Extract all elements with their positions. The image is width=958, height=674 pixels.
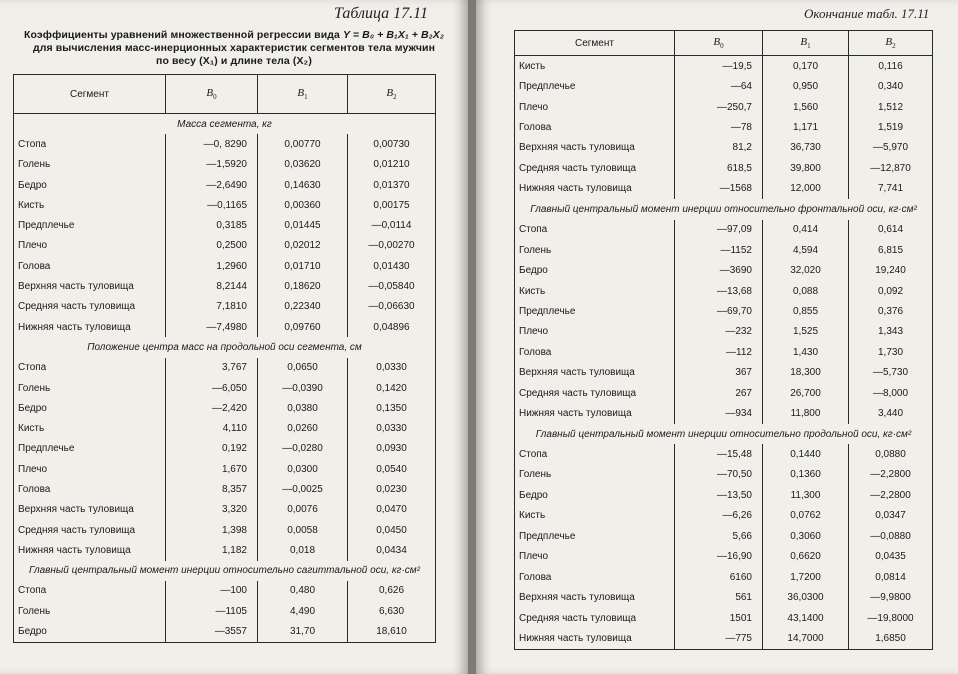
b2-cell: —19,8000 bbox=[849, 608, 933, 628]
b0-cell: —934 bbox=[675, 403, 763, 423]
b1-cell: 0,855 bbox=[763, 301, 849, 321]
b0-cell: —6,26 bbox=[675, 506, 763, 526]
b0-cell: —100 bbox=[166, 581, 258, 601]
segment-name-cell: Бедро bbox=[515, 260, 675, 280]
b1-cell: 1,171 bbox=[763, 117, 849, 137]
b1-cell: 0,0380 bbox=[258, 398, 348, 418]
table-header-row bbox=[515, 31, 933, 56]
table-row bbox=[14, 439, 436, 459]
table-row bbox=[14, 500, 436, 520]
segment-name-cell: Плечо bbox=[515, 322, 675, 342]
b1-cell: 0,18620 bbox=[258, 276, 348, 296]
segment-name-cell: Средняя часть туловища bbox=[14, 297, 166, 317]
segment-name-cell: Предплечье bbox=[14, 439, 166, 459]
table-row bbox=[14, 276, 436, 296]
segment-name-cell: Бедро bbox=[515, 485, 675, 505]
table-row bbox=[515, 363, 933, 383]
table-row bbox=[515, 56, 933, 77]
segment-name-cell: Голова bbox=[14, 256, 166, 276]
segment-name-cell: Верхняя часть туловища bbox=[14, 500, 166, 520]
b1-cell: 26,700 bbox=[763, 383, 849, 403]
header-b1: $B_1$ bbox=[763, 31, 849, 56]
b0-cell: —7,4980 bbox=[166, 317, 258, 337]
section-title: Главный центральный момент инерции относительно сагиттальной оси, кг·см² bbox=[14, 561, 436, 581]
segment-name-cell: Предплечье bbox=[515, 526, 675, 546]
b2-cell: 0,092 bbox=[849, 281, 933, 301]
segment-name-cell: Бедро bbox=[14, 398, 166, 418]
b2-cell: —2,2800 bbox=[849, 485, 933, 505]
b1-cell: 0,1360 bbox=[763, 465, 849, 485]
b1-cell: 0,14630 bbox=[258, 175, 348, 195]
b2-cell: —2,2800 bbox=[849, 465, 933, 485]
b2-cell: 0,01430 bbox=[348, 256, 436, 276]
b2-cell: 0,0230 bbox=[348, 479, 436, 499]
header-b0: $B_0$ bbox=[675, 31, 763, 56]
table-row bbox=[515, 342, 933, 362]
b0-cell: —232 bbox=[675, 322, 763, 342]
table-row bbox=[14, 358, 436, 378]
segment-name-cell: Кисть bbox=[515, 281, 675, 301]
b1-cell: 0,1440 bbox=[763, 444, 849, 464]
table-row bbox=[14, 479, 436, 499]
table-row bbox=[14, 621, 436, 642]
table-row bbox=[515, 608, 933, 628]
b1-cell: 0,03620 bbox=[258, 155, 348, 175]
left-page bbox=[0, 0, 468, 674]
table-row bbox=[14, 540, 436, 560]
table-row bbox=[14, 601, 436, 621]
b2-cell: 1,6850 bbox=[849, 628, 933, 649]
b2-cell: 0,376 bbox=[849, 301, 933, 321]
section-title: Масса сегмента, кг bbox=[14, 114, 436, 135]
segment-name-cell: Кисть bbox=[515, 506, 675, 526]
regression-formula: Y = B₀ + B₁X₁ + B₂X₂ bbox=[342, 29, 444, 41]
table-row bbox=[14, 155, 436, 175]
table-row bbox=[515, 138, 933, 158]
b0-cell: 8,2144 bbox=[166, 276, 258, 296]
segment-name-cell: Плечо bbox=[14, 459, 166, 479]
b2-cell: 0,0435 bbox=[849, 547, 933, 567]
segment-name-cell: Средняя часть туловища bbox=[14, 520, 166, 540]
table-row bbox=[14, 256, 436, 276]
table-title-continued: Окончание табл. 17.11 bbox=[804, 6, 930, 21]
section-title-row bbox=[515, 424, 933, 444]
b0-cell: —0,1165 bbox=[166, 195, 258, 215]
b1-cell: 4,594 bbox=[763, 240, 849, 260]
b1-cell: —0,0390 bbox=[258, 378, 348, 398]
b1-cell: 0,00770 bbox=[258, 134, 348, 154]
b0-cell: 1,2960 bbox=[166, 256, 258, 276]
b1-cell: 0,170 bbox=[763, 56, 849, 77]
table-row bbox=[515, 465, 933, 485]
b2-cell: 0,0814 bbox=[849, 567, 933, 587]
section-title-row bbox=[14, 337, 436, 357]
b0-cell: —3690 bbox=[675, 260, 763, 280]
b0-cell: —112 bbox=[675, 342, 763, 362]
table-row bbox=[515, 567, 933, 587]
b0-cell: 0,3185 bbox=[166, 215, 258, 235]
b0-cell: 0,2500 bbox=[166, 236, 258, 256]
b2-cell: 0,00175 bbox=[348, 195, 436, 215]
b1-cell: 12,000 bbox=[763, 179, 849, 199]
table-caption bbox=[18, 29, 450, 68]
segment-name-cell: Голова bbox=[515, 342, 675, 362]
b1-cell: 11,800 bbox=[763, 403, 849, 423]
section-title-row bbox=[515, 199, 933, 219]
b2-cell: 0,00730 bbox=[348, 134, 436, 154]
b2-cell: 0,0450 bbox=[348, 520, 436, 540]
b1-cell: 36,0300 bbox=[763, 587, 849, 607]
b0-cell: —2,420 bbox=[166, 398, 258, 418]
b2-cell: 0,01210 bbox=[348, 155, 436, 175]
table-row bbox=[515, 403, 933, 423]
b2-cell: 0,1350 bbox=[348, 398, 436, 418]
segment-name-cell: Нижняя часть туловища bbox=[515, 179, 675, 199]
b1-cell: 0,00360 bbox=[258, 195, 348, 215]
b1-cell: 0,0058 bbox=[258, 520, 348, 540]
b0-cell: —775 bbox=[675, 628, 763, 649]
b0-cell: —13,50 bbox=[675, 485, 763, 505]
b1-cell: 0,0260 bbox=[258, 418, 348, 438]
b1-cell: 0,480 bbox=[258, 581, 348, 601]
b0-cell: —1105 bbox=[166, 601, 258, 621]
table-row bbox=[14, 215, 436, 235]
b1-cell: 0,0076 bbox=[258, 500, 348, 520]
b0-cell: 367 bbox=[675, 363, 763, 383]
b0-cell: 267 bbox=[675, 383, 763, 403]
b2-cell: 0,0930 bbox=[348, 439, 436, 459]
b2-cell: 1,519 bbox=[849, 117, 933, 137]
segment-name-cell: Голень bbox=[14, 155, 166, 175]
b1-cell: 0,6620 bbox=[763, 547, 849, 567]
table-row bbox=[515, 383, 933, 403]
b0-cell: —6,050 bbox=[166, 378, 258, 398]
right-page bbox=[476, 0, 958, 674]
b0-cell: 561 bbox=[675, 587, 763, 607]
table-row bbox=[14, 398, 436, 418]
table-row bbox=[515, 240, 933, 260]
b1-cell: 31,70 bbox=[258, 621, 348, 642]
b1-cell: 0,01445 bbox=[258, 215, 348, 235]
b0-cell: —13,68 bbox=[675, 281, 763, 301]
b0-cell: —19,5 bbox=[675, 56, 763, 77]
segment-name-cell: Стопа bbox=[515, 444, 675, 464]
table-row bbox=[14, 317, 436, 337]
b1-cell: 0,09760 bbox=[258, 317, 348, 337]
segment-name-cell: Предплечье bbox=[515, 301, 675, 321]
b1-cell: 0,0300 bbox=[258, 459, 348, 479]
b1-cell: 0,950 bbox=[763, 76, 849, 96]
b0-cell: 7,1810 bbox=[166, 297, 258, 317]
b1-cell: 0,0650 bbox=[258, 358, 348, 378]
table-row bbox=[515, 444, 933, 464]
b1-cell: 0,0762 bbox=[763, 506, 849, 526]
b2-cell: 0,01370 bbox=[348, 175, 436, 195]
b1-cell: 43,1400 bbox=[763, 608, 849, 628]
b2-cell: 0,0540 bbox=[348, 459, 436, 479]
b2-cell: —12,870 bbox=[849, 158, 933, 178]
b1-cell: 0,22340 bbox=[258, 297, 348, 317]
b0-cell: —1568 bbox=[675, 179, 763, 199]
regression-table bbox=[13, 74, 436, 643]
segment-name-cell: Предплечье bbox=[515, 76, 675, 96]
table-row bbox=[515, 76, 933, 96]
table-title: Таблица 17.11 bbox=[334, 5, 428, 22]
table-row bbox=[515, 260, 933, 280]
b1-cell: —0,0025 bbox=[258, 479, 348, 499]
b2-cell: 19,240 bbox=[849, 260, 933, 280]
segment-name-cell: Нижняя часть туловища bbox=[14, 317, 166, 337]
b2-cell: 6,815 bbox=[849, 240, 933, 260]
b1-cell: 14,7000 bbox=[763, 628, 849, 649]
section-title-row bbox=[14, 561, 436, 581]
b0-cell: 5,66 bbox=[675, 526, 763, 546]
b2-cell: 0,0434 bbox=[348, 540, 436, 560]
segment-name-cell: Нижняя часть туловища bbox=[515, 628, 675, 649]
segment-name-cell: Стопа bbox=[14, 358, 166, 378]
b0-cell: —250,7 bbox=[675, 97, 763, 117]
segment-name-cell: Верхняя часть туловища bbox=[515, 138, 675, 158]
segment-name-cell: Стопа bbox=[14, 581, 166, 601]
b0-cell: —97,09 bbox=[675, 220, 763, 240]
b1-cell: 18,300 bbox=[763, 363, 849, 383]
b2-cell: 0,626 bbox=[348, 581, 436, 601]
b1-cell: 0,01710 bbox=[258, 256, 348, 276]
b2-cell: 18,610 bbox=[348, 621, 436, 642]
b0-cell: 1,182 bbox=[166, 540, 258, 560]
caption-text: Коэффициенты уравнений множественной регрессии вида bbox=[24, 29, 340, 41]
segment-name-cell: Плечо bbox=[14, 236, 166, 256]
b0-cell: —69,70 bbox=[675, 301, 763, 321]
b2-cell: 0,0470 bbox=[348, 500, 436, 520]
b2-cell: 0,0330 bbox=[348, 358, 436, 378]
b2-cell: 0,614 bbox=[849, 220, 933, 240]
table-header-row bbox=[14, 75, 436, 114]
b0-cell: 8,357 bbox=[166, 479, 258, 499]
b1-cell: 0,3060 bbox=[763, 526, 849, 546]
table-row bbox=[14, 297, 436, 317]
b2-cell: —5,970 bbox=[849, 138, 933, 158]
b2-cell: —8,000 bbox=[849, 383, 933, 403]
table-row bbox=[515, 485, 933, 505]
table-row bbox=[14, 378, 436, 398]
b1-cell: 11,300 bbox=[763, 485, 849, 505]
b1-cell: 0,414 bbox=[763, 220, 849, 240]
b0-cell: 4,110 bbox=[166, 418, 258, 438]
table-row bbox=[14, 520, 436, 540]
b1-cell: 39,800 bbox=[763, 158, 849, 178]
b1-cell: 1,560 bbox=[763, 97, 849, 117]
b2-cell: 0,116 bbox=[849, 56, 933, 77]
b2-cell: 0,0330 bbox=[348, 418, 436, 438]
segment-name-cell: Голова bbox=[14, 479, 166, 499]
b1-cell: 0,02012 bbox=[258, 236, 348, 256]
table-row bbox=[515, 547, 933, 567]
b1-cell: 32,020 bbox=[763, 260, 849, 280]
b1-cell: 1,430 bbox=[763, 342, 849, 362]
table-row bbox=[515, 506, 933, 526]
b0-cell: —2,6490 bbox=[166, 175, 258, 195]
section-title: Положение центра масс на продольной оси сегмента, см bbox=[14, 337, 436, 357]
b1-cell: 4,490 bbox=[258, 601, 348, 621]
header-b1: $B_1$ bbox=[258, 75, 348, 114]
segment-name-cell: Предплечье bbox=[14, 215, 166, 235]
table-row bbox=[515, 117, 933, 137]
table-row bbox=[515, 179, 933, 199]
header-b2: $B_2$ bbox=[849, 31, 933, 56]
b0-cell: 618,5 bbox=[675, 158, 763, 178]
table-row bbox=[515, 301, 933, 321]
segment-name-cell: Голень bbox=[14, 601, 166, 621]
b0-cell: 6160 bbox=[675, 567, 763, 587]
table-row bbox=[14, 581, 436, 601]
b1-cell: 0,018 bbox=[258, 540, 348, 560]
segment-name-cell: Средняя часть туловища bbox=[515, 383, 675, 403]
segment-name-cell: Стопа bbox=[14, 134, 166, 154]
table-row bbox=[515, 587, 933, 607]
b2-cell: —0,0880 bbox=[849, 526, 933, 546]
segment-name-cell: Кисть bbox=[515, 56, 675, 77]
book-gutter bbox=[468, 0, 476, 674]
segment-name-cell: Плечо bbox=[515, 97, 675, 117]
b0-cell: —3557 bbox=[166, 621, 258, 642]
b2-cell: 3,440 bbox=[849, 403, 933, 423]
b2-cell: —0,05840 bbox=[348, 276, 436, 296]
segment-name-cell: Голень bbox=[515, 240, 675, 260]
b2-cell: 0,0880 bbox=[849, 444, 933, 464]
b0-cell: —0, 8290 bbox=[166, 134, 258, 154]
segment-name-cell: Голова bbox=[515, 567, 675, 587]
table-row bbox=[14, 195, 436, 215]
b0-cell: 81,2 bbox=[675, 138, 763, 158]
segment-name-cell: Нижняя часть туловища bbox=[515, 403, 675, 423]
b2-cell: —0,00270 bbox=[348, 236, 436, 256]
caption-line-3: по весу (X₁) и длине тела (X₂) bbox=[156, 55, 312, 67]
segment-name-cell: Верхняя часть туловища bbox=[515, 363, 675, 383]
segment-name-cell: Кисть bbox=[14, 195, 166, 215]
b1-cell: 1,525 bbox=[763, 322, 849, 342]
header-segment: Сегмент bbox=[515, 31, 675, 56]
b0-cell: —70,50 bbox=[675, 465, 763, 485]
b2-cell: 1,730 bbox=[849, 342, 933, 362]
b0-cell: 3,320 bbox=[166, 500, 258, 520]
b0-cell: 3,767 bbox=[166, 358, 258, 378]
b2-cell: —5,730 bbox=[849, 363, 933, 383]
segment-name-cell: Бедро bbox=[14, 175, 166, 195]
table-body bbox=[515, 56, 933, 650]
b0-cell: 1,670 bbox=[166, 459, 258, 479]
b0-cell: —15,48 bbox=[675, 444, 763, 464]
table-row bbox=[515, 281, 933, 301]
table-row bbox=[14, 134, 436, 154]
table-row bbox=[14, 459, 436, 479]
segment-name-cell: Голень bbox=[515, 465, 675, 485]
b2-cell: 0,04896 bbox=[348, 317, 436, 337]
segment-name-cell: Верхняя часть туловища bbox=[515, 587, 675, 607]
segment-name-cell: Кисть bbox=[14, 418, 166, 438]
b2-cell: 1,512 bbox=[849, 97, 933, 117]
table-row bbox=[515, 322, 933, 342]
b0-cell: 1501 bbox=[675, 608, 763, 628]
b2-cell: 7,741 bbox=[849, 179, 933, 199]
b1-cell: 1,7200 bbox=[763, 567, 849, 587]
b2-cell: —9,9800 bbox=[849, 587, 933, 607]
b0-cell: —78 bbox=[675, 117, 763, 137]
b1-cell: 0,088 bbox=[763, 281, 849, 301]
b0-cell: 1,398 bbox=[166, 520, 258, 540]
b1-cell: —0,0280 bbox=[258, 439, 348, 459]
table-row bbox=[14, 175, 436, 195]
header-b0: $B_0$ bbox=[166, 75, 258, 114]
b2-cell: 0,340 bbox=[849, 76, 933, 96]
b2-cell: 6,630 bbox=[348, 601, 436, 621]
segment-name-cell: Средняя часть туловища bbox=[515, 158, 675, 178]
b0-cell: —1152 bbox=[675, 240, 763, 260]
segment-name-cell: Плечо bbox=[515, 547, 675, 567]
header-segment: Сегмент bbox=[14, 75, 166, 114]
segment-name-cell: Средняя часть туловища bbox=[515, 608, 675, 628]
segment-name-cell: Бедро bbox=[14, 621, 166, 642]
caption-line-2: для вычисления масс-инерционных характеристик сегментов тела мужчин bbox=[32, 42, 436, 54]
table-body bbox=[14, 114, 436, 643]
segment-name-cell: Голень bbox=[14, 378, 166, 398]
b2-cell: 1,343 bbox=[849, 322, 933, 342]
b1-cell: 36,730 bbox=[763, 138, 849, 158]
segment-name-cell: Голова bbox=[515, 117, 675, 137]
table-row bbox=[515, 526, 933, 546]
header-b2: $B_2$ bbox=[348, 75, 436, 114]
section-title: Главный центральный момент инерции относительно продольной оси, кг·см² bbox=[515, 424, 933, 444]
table-row bbox=[515, 158, 933, 178]
b0-cell: —64 bbox=[675, 76, 763, 96]
table-row bbox=[515, 220, 933, 240]
table-row bbox=[14, 418, 436, 438]
section-title-row bbox=[14, 114, 436, 135]
b0-cell: —16,90 bbox=[675, 547, 763, 567]
table-row bbox=[515, 628, 933, 649]
table-row bbox=[14, 236, 436, 256]
segment-name-cell: Верхняя часть туловища bbox=[14, 276, 166, 296]
b2-cell: 0,0347 bbox=[849, 506, 933, 526]
b2-cell: —0,0114 bbox=[348, 215, 436, 235]
table-row bbox=[515, 97, 933, 117]
b2-cell: —0,06630 bbox=[348, 297, 436, 317]
b2-cell: 0,1420 bbox=[348, 378, 436, 398]
regression-table-continued bbox=[514, 30, 933, 650]
segment-name-cell: Нижняя часть туловища bbox=[14, 540, 166, 560]
segment-name-cell: Стопа bbox=[515, 220, 675, 240]
b0-cell: 0,192 bbox=[166, 439, 258, 459]
section-title: Главный центральный момент инерции относительно фронтальной оси, кг·см² bbox=[515, 199, 933, 219]
b0-cell: —1,5920 bbox=[166, 155, 258, 175]
